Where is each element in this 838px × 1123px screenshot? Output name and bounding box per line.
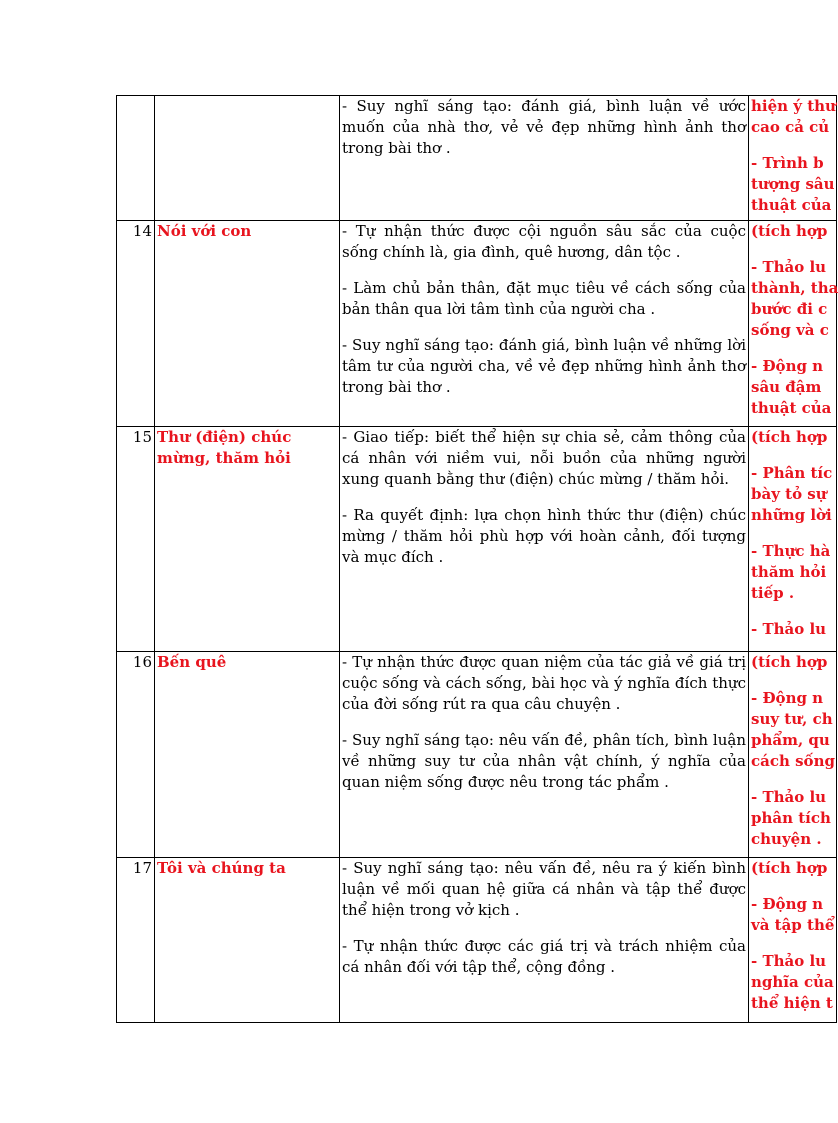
skill-paragraph: - Suy nghĩ sáng tạo: đánh giá, bình luận về những lời tâm tư của người cha, về vẻ đẹp những hình ảnh thơ trong bài thơ . xyxy=(342,336,746,396)
table-row xyxy=(117,221,837,427)
skill-paragraph: - Tự nhận thức được cội nguồn sâu sắc của cuộc sống chính là, gia đình, quê hương, dân tộc . xyxy=(342,222,746,261)
table-row xyxy=(117,427,837,652)
table-row xyxy=(117,858,837,1023)
table-body xyxy=(117,96,837,1023)
skill-paragraph: - Giao tiếp: biết thể hiện sự chia sẻ, cảm thông của cá nhân với niềm vui, nỗi buồn của những người xung quanh bằng thư (điện) chúc mừng / thăm hỏi. xyxy=(342,428,746,488)
life-skills-cell xyxy=(340,221,749,427)
table-row xyxy=(117,652,837,858)
skill-paragraph: - Tự nhận thức được các giá trị và trách nhiệm của cá nhân đối với tập thể, cộng đồng . xyxy=(342,937,746,976)
method-paragraph: - Thực hà thăm hỏi tiếp . xyxy=(751,542,831,602)
lesson-skills-table xyxy=(116,95,837,1023)
skill-paragraph: - Làm chủ bản thân, đặt mục tiêu về cách sống của bản thân qua lời tâm tình của người cha . xyxy=(342,279,746,318)
skill-paragraph: - Suy nghĩ sáng tạo: đánh giá, bình luận về ước muốn của nhà thơ, vẻ vẻ đẹp những hình ảnh thơ trong bài thơ . xyxy=(342,97,746,157)
method-paragraph: - Trình b tượng sâu thuật của xyxy=(751,154,835,214)
teaching-method-cell xyxy=(749,221,837,427)
method-paragraph: (tích hợp xyxy=(751,428,828,446)
lesson-title: Thư (điện) chúc mừng, thăm hỏi xyxy=(155,427,340,652)
lesson-number: 17 xyxy=(117,858,155,1023)
method-paragraph: hiện ý thư cao cả củ xyxy=(751,97,836,136)
skill-paragraph: - Tự nhận thức được quan niệm của tác giả về giá trị cuộc sống và cách sống, bài học và ý nghĩa đích thực của đời sống rút ra qua câu chuyện . xyxy=(342,653,746,713)
life-skills-cell xyxy=(340,427,749,652)
lesson-number: 16 xyxy=(117,652,155,858)
method-paragraph: - Thảo lu thành, tha bước đi c sống và c xyxy=(751,258,838,339)
lesson-number: 15 xyxy=(117,427,155,652)
skill-paragraph: - Suy nghĩ sáng tạo: nêu vấn đề, nêu ra ý kiến bình luận về mối quan hệ giữa cá nhân và tập thể được thể hiện trong vở kịch . xyxy=(342,859,746,919)
lesson-number: 14 xyxy=(117,221,155,427)
lesson-title: Bến quê xyxy=(155,652,340,858)
table-row xyxy=(117,96,837,221)
method-paragraph: (tích hợp xyxy=(751,859,828,877)
life-skills-cell xyxy=(340,858,749,1023)
lesson-title: Nói với con xyxy=(155,221,340,427)
method-paragraph: - Phân tíc bày tỏ sự những lời xyxy=(751,464,833,524)
teaching-method-cell xyxy=(749,427,837,652)
method-paragraph: - Thảo lu phân tích chuyện . xyxy=(751,788,831,848)
teaching-method-cell xyxy=(749,96,837,221)
skill-paragraph: - Ra quyết định: lựa chọn hình thức thư (điện) chúc mừng / thăm hỏi phù hợp với hoàn cảnh, đối tượng và mục đích . xyxy=(342,506,746,566)
method-paragraph: (tích hợp xyxy=(751,222,828,240)
method-paragraph: - Thảo lu nghĩa của thể hiện t xyxy=(751,952,834,1012)
teaching-method-cell xyxy=(749,652,837,858)
life-skills-cell xyxy=(340,96,749,221)
teaching-method-cell xyxy=(749,858,837,1023)
method-paragraph: - Động n và tập thể xyxy=(751,895,835,934)
method-paragraph: (tích hợp xyxy=(751,653,828,671)
method-paragraph: - Thảo lu xyxy=(751,620,827,638)
lesson-number xyxy=(117,96,155,221)
lesson-title xyxy=(155,96,340,221)
skill-paragraph: - Suy nghĩ sáng tạo: nêu vấn đề, phân tích, bình luận về những suy tư của nhân vật chính, ý nghĩa của quan niệm sống được nêu trong tác phẩm . xyxy=(342,731,746,791)
life-skills-cell xyxy=(340,652,749,858)
method-paragraph: - Động n suy tư, ch phẩm, qu cách sống xyxy=(751,689,835,770)
method-paragraph: - Động n sâu đậm thuật của xyxy=(751,357,832,417)
lesson-title: Tôi và chúng ta xyxy=(155,858,340,1023)
